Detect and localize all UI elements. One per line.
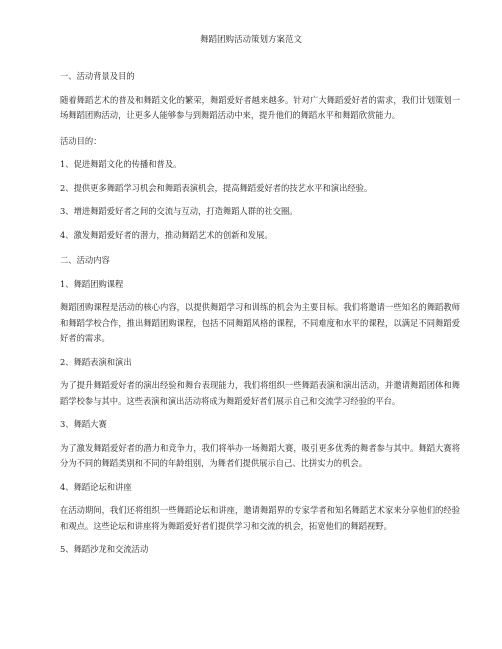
item-body-2: 为了提升舞蹈爱好者的演出经验和舞台表现能力，我们将组织一些舞蹈表演和演出活动，并邀请舞蹈团体和舞蹈学校参与其中。这些表演和演出活动将成为舞蹈爱好者们展示自己和交流学习经验的平台。 [60, 380, 460, 406]
item-heading-1: 1、舞蹈团购课程 [60, 278, 124, 289]
item-body-3: 为了激发舞蹈爱好者的潜力和竞争力，我们将举办一场舞蹈大赛，吸引更多优秀的舞者参与其中。舞蹈大赛将分为不同的舞蹈类别和不同的年龄组别，为舞者们提供展示自己、比拼实力的机会。 [60, 442, 460, 468]
item-body-4: 在活动期间，我们还将组织一些舞蹈论坛和讲座，邀请舞蹈界的专家学者和知名舞蹈艺术家来分享他们的经验和观点。这些论坛和讲座将为舞蹈爱好者们提供学习和交流的机会，拓宽他们的舞蹈视野。 [60, 505, 460, 531]
goal-item-3: 3、增进舞蹈爱好者之间的交流与互动，打造舞蹈人群的社交圈。 [60, 206, 298, 216]
item-heading-5: 5、舞蹈沙龙和交流活动 [60, 544, 149, 554]
item-heading-3: 3、舞蹈大赛 [60, 419, 107, 429]
document-body [60, 69, 460, 558]
item-body-1: 舞蹈团购课程是活动的核心内容，以提供舞蹈学习和训练的机会为主要目标。我们将邀请一些知名的舞蹈教师和舞蹈学校合作，推出舞蹈团购课程，包括不同舞蹈风格的课程，不同难度和水平的课程，以满足不同舞蹈爱好者的需求。 [60, 302, 460, 343]
section-heading-background: 一、活动背景及目的 [60, 71, 135, 81]
goal-item-1: 1、促进舞蹈文化的传播和普及。 [60, 159, 182, 169]
goals-label: 活动目的： [60, 135, 102, 146]
section-heading-content: 二、活动内容 [60, 255, 110, 265]
document-title: 舞蹈团购活动策划方案范文 [199, 35, 302, 45]
item-heading-4: 4、舞蹈论坛和讲座 [60, 481, 132, 492]
item-heading-2: 2、舞蹈表演和演出 [60, 356, 132, 367]
goal-item-2: 2、提供更多舞蹈学习机会和舞蹈表演机会，提高舞蹈爱好者的技艺水平和演出经验。 [60, 182, 373, 193]
goal-item-4: 4、激发舞蹈爱好者的潜力，推动舞蹈艺术的创新和发展。 [60, 229, 273, 240]
intro-paragraph: 随着舞蹈艺术的普及和舞蹈文化的繁荣，舞蹈爱好者越来越多。针对广大舞蹈爱好者的需求，我们计划策划一场舞蹈团购活动，让更多人能够参与到舞蹈活动中来，提升他们的舞蹈水平和舞蹈欣赏能力。 [60, 94, 460, 120]
